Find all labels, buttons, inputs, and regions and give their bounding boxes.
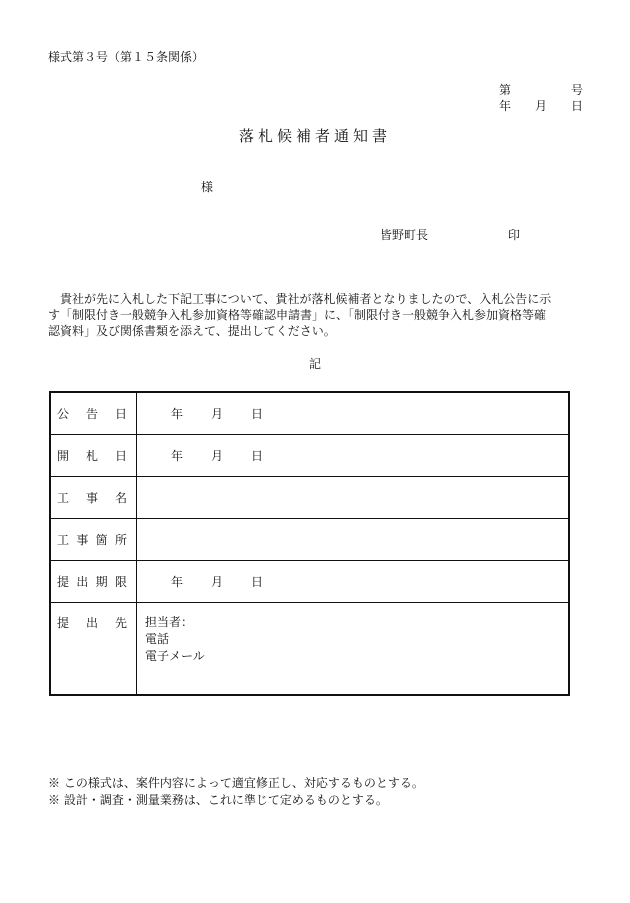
addressee-suffix: 様	[201, 180, 214, 194]
notes	[48, 775, 424, 809]
document-number-suffix: 号	[571, 83, 584, 97]
note-item: ※ 設計・調査・測量業務は、これに準じて定めるものとする。	[48, 793, 388, 807]
date-year-label: 年	[499, 99, 512, 113]
table-row-deadline	[50, 560, 569, 602]
body-line: す「制限付き一般競争入札参加資格等確認申請書」に、「制限付き一般競争入札参加資格等確	[48, 308, 547, 322]
contact-phone: 電話	[145, 631, 170, 646]
submission-contact	[137, 602, 570, 695]
table-row-submission-to	[50, 602, 569, 695]
document-number-label: 第	[499, 83, 512, 97]
seal-mark: 印	[508, 228, 521, 242]
deadline-value: 年 月 日	[137, 560, 570, 602]
project-name-value	[137, 476, 570, 518]
body-line: 認資料」及び関係書類を添えて、提出してください。	[48, 324, 336, 338]
table-row-project-location	[50, 518, 569, 560]
sender-name: 皆野町長	[380, 228, 429, 242]
opening-date-value: 年 月 日	[137, 434, 570, 476]
ki-heading: 記	[308, 357, 321, 371]
row-label: 公告日	[50, 392, 137, 434]
body-line: 貴社が先に入札した下記工事について、貴社が落札候補者となりましたので、入札公告に示	[48, 292, 552, 306]
project-location-value	[137, 518, 570, 560]
body-text	[48, 291, 600, 339]
document-title: 落札候補者通知書	[238, 127, 391, 145]
row-label: 工事箇所	[50, 518, 137, 560]
row-label: 提出期限	[50, 560, 137, 602]
table-row-announcement-date	[50, 392, 569, 434]
contact-person: 担当者：	[145, 614, 194, 629]
date-day-label: 日	[571, 99, 584, 113]
row-label: 工事名	[50, 476, 137, 518]
form-number: 様式第３号（第１５条関係）	[48, 50, 205, 64]
date-month-label: 月	[535, 99, 548, 113]
announcement-date-value: 年 月 日	[137, 392, 570, 434]
table-row-opening-date	[50, 434, 569, 476]
info-table	[49, 391, 570, 696]
table-row-project-name	[50, 476, 569, 518]
note-item: ※ この様式は、案件内容によって適宜修正し、対応するものとする。	[48, 776, 424, 790]
contact-email: 電子メール	[145, 648, 205, 663]
row-label: 提出先	[50, 602, 137, 695]
row-label: 開札日	[50, 434, 137, 476]
